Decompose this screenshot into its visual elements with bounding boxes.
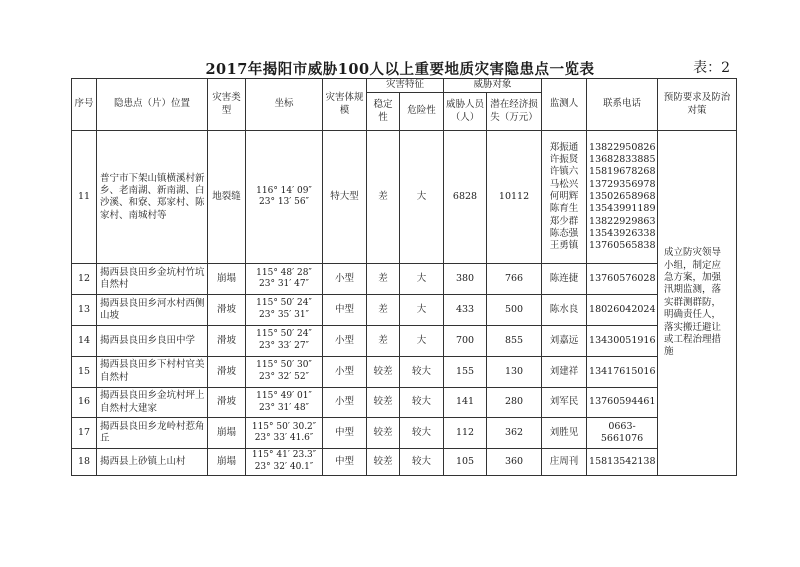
cell-loss: 10112 <box>487 131 542 264</box>
cell-location: 揭西县上砂镇上山村 <box>97 449 208 476</box>
header-threat: 威胁对象 <box>444 79 542 93</box>
coord-lon: 116° 14′ 09″ <box>256 185 312 196</box>
coord-lon: 115° 50′ 30.2″ <box>251 421 317 432</box>
cell-people: 105 <box>444 449 487 476</box>
phone-number: 13822950826 <box>589 141 656 153</box>
cell-no: 18 <box>72 449 97 476</box>
cell-stability: 较差 <box>367 387 400 418</box>
cell-coord <box>246 131 323 264</box>
cell-phone: 18026042024 <box>587 295 658 326</box>
cell-danger: 大 <box>400 131 444 264</box>
header-prevention: 预防要求及防治对策 <box>658 79 737 131</box>
cell-danger: 较大 <box>400 356 444 387</box>
cell-location: 揭西县良田乡良田中学 <box>97 326 208 357</box>
hazard-table <box>71 78 737 476</box>
cell-no: 14 <box>72 326 97 357</box>
cell-people: 700 <box>444 326 487 357</box>
cell-scale: 中型 <box>323 449 367 476</box>
cell-stability: 差 <box>367 326 400 357</box>
phone-number: 13543926338 <box>589 228 656 240</box>
cell-monitor: 刘建祥 <box>542 356 587 387</box>
coord-lat: 23° 33′ 27″ <box>259 340 309 351</box>
cell-monitor: 刘军民 <box>542 387 587 418</box>
cell-stability: 差 <box>367 131 400 264</box>
cell-scale: 特大型 <box>323 131 367 264</box>
coord-lat: 23° 35′ 31″ <box>259 310 309 321</box>
cell-type: 崩塌 <box>208 449 246 476</box>
header-danger: 危险性 <box>400 93 444 131</box>
header-type: 灾害类型 <box>208 79 246 131</box>
cell-coord <box>246 418 323 449</box>
cell-danger: 较大 <box>400 418 444 449</box>
cell-no: 15 <box>72 356 97 387</box>
header-people: 威胁人员（人） <box>444 93 487 131</box>
cell-loss: 500 <box>487 295 542 326</box>
table-row <box>72 418 737 449</box>
cell-loss: 362 <box>487 418 542 449</box>
cell-people: 6828 <box>444 131 487 264</box>
cell-people: 380 <box>444 264 487 295</box>
coord-lat: 23° 13′ 56″ <box>259 197 309 208</box>
header-seq: 序号 <box>72 79 97 131</box>
cell-phone-list <box>587 131 658 264</box>
coord-lat: 23° 32′ 40.1″ <box>254 462 314 473</box>
cell-monitor: 陈连捷 <box>542 264 587 295</box>
table-number: 表：2 <box>693 60 730 76</box>
cell-stability: 差 <box>367 264 400 295</box>
phone-number: 13682833885 <box>589 154 656 166</box>
cell-monitor: 庄周刊 <box>542 449 587 476</box>
cell-danger: 较大 <box>400 387 444 418</box>
coord-lon: 115° 50′ 30″ <box>256 360 312 371</box>
coord-lat: 23° 33′ 41.6″ <box>254 433 314 444</box>
header-feature: 灾害特征 <box>367 79 444 93</box>
cell-phone: 13417615016 <box>587 356 658 387</box>
table-row <box>72 295 737 326</box>
monitor-name: 郑少群 <box>549 215 579 227</box>
cell-coord <box>246 326 323 357</box>
header-phone: 联系电话 <box>587 79 658 131</box>
monitor-name: 郑振通 <box>549 141 579 153</box>
cell-location: 揭西县良田乡下村村官美自然村 <box>97 356 208 387</box>
phone-number: 13760565838 <box>589 240 656 252</box>
coord-lat: 23° 31′ 47″ <box>259 279 309 290</box>
coord-lon: 115° 49′ 01″ <box>256 390 312 401</box>
cell-monitor-list <box>542 131 587 264</box>
cell-type: 崩塌 <box>208 418 246 449</box>
header-monitor: 监测人 <box>542 79 587 131</box>
table-row <box>72 326 737 357</box>
cell-phone: 15813542138 <box>587 449 658 476</box>
cell-location: 揭西县良田乡河水村西侧山坡 <box>97 295 208 326</box>
table-row <box>72 264 737 295</box>
phone-number: 13502658968 <box>589 191 656 203</box>
cell-no: 16 <box>72 387 97 418</box>
phone-number: 13729356978 <box>589 178 656 190</box>
cell-coord <box>246 264 323 295</box>
table-row <box>72 131 737 264</box>
coord-lon: 115° 50′ 24″ <box>256 298 312 309</box>
phone-number: 15819678268 <box>589 166 656 178</box>
table-row <box>72 356 737 387</box>
coord-lon: 115° 41′ 23.3″ <box>251 450 317 461</box>
phone-number: 13822929863 <box>589 215 656 227</box>
cell-location: 揭西县良田乡金坑村坪上自然村大建家 <box>97 387 208 418</box>
coord-lat: 23° 32′ 52″ <box>259 371 309 382</box>
cell-type: 崩塌 <box>208 264 246 295</box>
cell-danger: 大 <box>400 326 444 357</box>
cell-coord <box>246 295 323 326</box>
cell-phone: 13430051916 <box>587 326 658 357</box>
cell-people: 112 <box>444 418 487 449</box>
cell-location: 普宁市下架山镇横溪村新乡、老南湖、新南湖、白沙溪、和寮、郑家村、陈家村、南城村等 <box>97 131 208 264</box>
cell-danger: 大 <box>400 295 444 326</box>
cell-stability: 较差 <box>367 356 400 387</box>
cell-coord <box>246 449 323 476</box>
cell-people: 433 <box>444 295 487 326</box>
cell-scale: 小型 <box>323 356 367 387</box>
cell-scale: 中型 <box>323 295 367 326</box>
cell-phone: 13760594461 <box>587 387 658 418</box>
header-location: 隐患点（片）位置 <box>97 79 208 131</box>
cell-loss: 280 <box>487 387 542 418</box>
monitor-name: 何明辉 <box>549 191 579 203</box>
cell-type: 滑坡 <box>208 326 246 357</box>
header-loss: 潜在经济损 失（万元） <box>487 93 542 131</box>
monitor-name: 陈态强 <box>549 228 579 240</box>
coord-lon: 115° 50′ 24″ <box>256 329 312 340</box>
cell-type: 滑坡 <box>208 295 246 326</box>
table-row <box>72 387 737 418</box>
cell-scale: 小型 <box>323 326 367 357</box>
monitor-name: 王勇镇 <box>549 240 579 252</box>
cell-coord <box>246 356 323 387</box>
monitor-name: 马松兴 <box>549 178 579 190</box>
monitor-name: 陈育生 <box>549 203 579 215</box>
cell-monitor: 陈水良 <box>542 295 587 326</box>
cell-location: 揭西县良田乡金坑村竹坑自然村 <box>97 264 208 295</box>
cell-phone: 0663-5661076 <box>587 418 658 449</box>
document-title: 2017年揭阳市威胁100人以上重要地质灾害隐患点一览表 <box>205 61 595 78</box>
cell-type: 滑坡 <box>208 356 246 387</box>
cell-loss: 360 <box>487 449 542 476</box>
cell-stability: 较差 <box>367 449 400 476</box>
monitor-name: 许镇六 <box>549 166 579 178</box>
cell-no: 13 <box>72 295 97 326</box>
cell-location: 揭西县良田乡龙岭村惹角丘 <box>97 418 208 449</box>
cell-danger: 较大 <box>400 449 444 476</box>
cell-type: 滑坡 <box>208 387 246 418</box>
header-stability: 稳定性 <box>367 93 400 131</box>
cell-scale: 小型 <box>323 387 367 418</box>
cell-phone: 13760576028 <box>587 264 658 295</box>
cell-stability: 差 <box>367 295 400 326</box>
monitor-name: 许振贤 <box>549 154 579 166</box>
cell-danger: 大 <box>400 264 444 295</box>
cell-scale: 小型 <box>323 264 367 295</box>
cell-monitor: 刘嘉远 <box>542 326 587 357</box>
phone-number: 13543991189 <box>589 203 656 215</box>
cell-stability: 较差 <box>367 418 400 449</box>
cell-type: 地裂缝 <box>208 131 246 264</box>
cell-coord <box>246 387 323 418</box>
cell-prevention: 成立防灾领导小组，制定应急方案，加强汛期监测，落实群测群防，明确责任人，落实搬迁避让或工程治理措施 <box>658 131 737 476</box>
header-scale: 灾害体规 模 <box>323 79 367 131</box>
coord-lat: 23° 31′ 48″ <box>259 402 309 413</box>
cell-no: 17 <box>72 418 97 449</box>
header-coord: 坐标 <box>246 79 323 131</box>
cell-people: 141 <box>444 387 487 418</box>
cell-people: 155 <box>444 356 487 387</box>
coord-lon: 115° 48′ 28″ <box>256 267 312 278</box>
cell-no: 12 <box>72 264 97 295</box>
table-row <box>72 449 737 476</box>
cell-loss: 130 <box>487 356 542 387</box>
cell-loss: 855 <box>487 326 542 357</box>
cell-no: 11 <box>72 131 97 264</box>
cell-scale: 中型 <box>323 418 367 449</box>
cell-monitor: 刘胜见 <box>542 418 587 449</box>
cell-loss: 766 <box>487 264 542 295</box>
